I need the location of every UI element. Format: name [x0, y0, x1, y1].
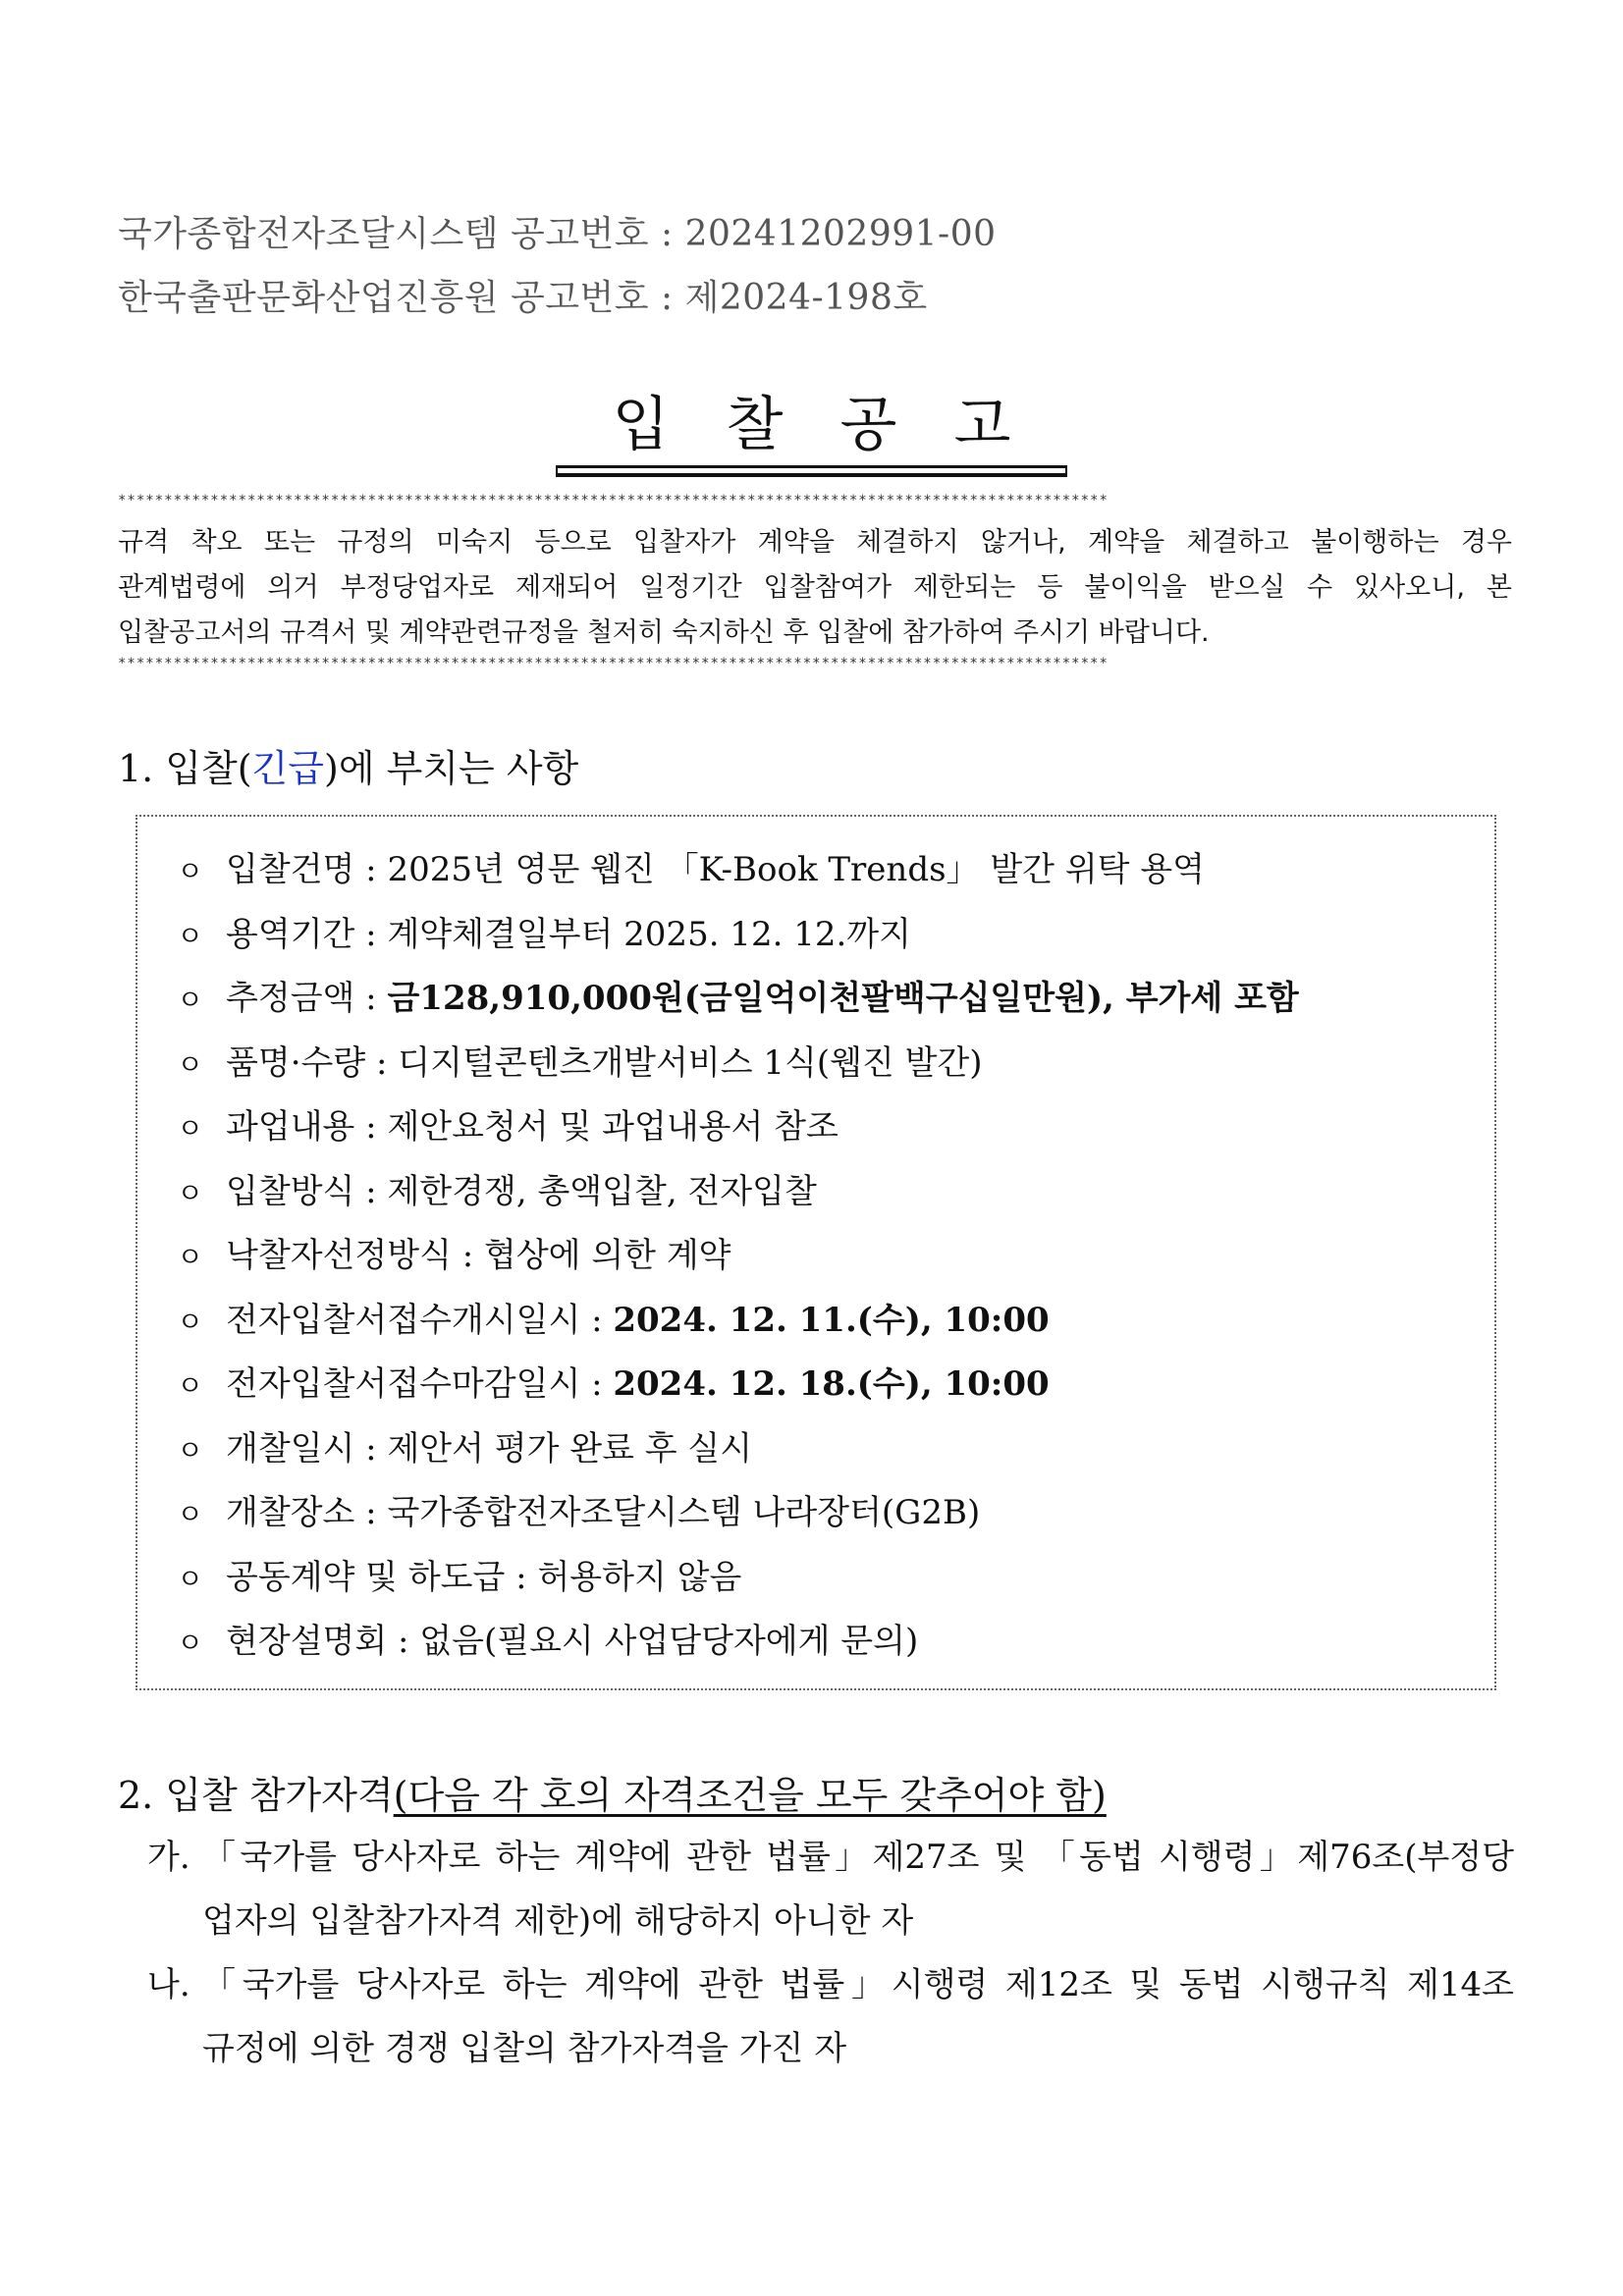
warning-notice: [118, 520, 1512, 656]
section-1-suffix: )에 부치는 사항: [324, 747, 579, 790]
bullet-icon: ㅇ: [177, 1047, 204, 1081]
bid-detail-item: [177, 1289, 1299, 1354]
bid-detail-value: 협상에 의한 계약: [483, 1236, 731, 1275]
urgent-label: 긴급: [251, 747, 324, 790]
bid-detail-item: [177, 1224, 1299, 1289]
separator-top: ***********************************************************************************************************: [118, 493, 1109, 508]
bid-detail-label: 전자입찰서접수마감일시 :: [226, 1364, 614, 1404]
section-1-heading: [118, 738, 578, 792]
warning-line-2: 관계법령에 의거 부정당업자로 제재되어 일정기간 입찰참여가 제한되는 등 불이익을 받으실 수 있사오니, 본: [118, 572, 1512, 603]
bid-detail-item: [177, 1417, 1299, 1482]
bid-detail-value: 2025년 영문 웹진 「K-Book Trends」 발간 위탁 용역: [387, 850, 1206, 889]
bullet-icon: ㅇ: [177, 1369, 204, 1402]
bid-detail-item: [177, 903, 1299, 968]
bullet-icon: ㅇ: [177, 919, 204, 952]
bid-detail-value: 제안요청서 및 과업내용서 참조: [387, 1107, 839, 1147]
qualification-marker: 나.: [147, 1965, 190, 2004]
bullet-icon: ㅇ: [177, 1176, 204, 1209]
bullet-icon: ㅇ: [177, 1433, 204, 1467]
bid-detail-label: 품명·수량 :: [226, 1042, 399, 1083]
bid-detail-item: [177, 1481, 1299, 1546]
bullet-icon: ㅇ: [177, 1112, 204, 1145]
section-1-prefix: 1. 입찰(: [118, 747, 252, 790]
bullet-icon: ㅇ: [177, 984, 204, 1016]
bid-detail-label: 입찰방식 :: [226, 1171, 388, 1211]
bid-detail-label: 공동계약 및 하도급 :: [226, 1557, 538, 1597]
bid-detail-item: [177, 1095, 1299, 1160]
bid-details-box: [135, 815, 1496, 1690]
g2b-notice-number: 국가종합전자조달시스템 공고번호 : 20241202991-00: [118, 214, 997, 254]
bid-detail-value: 디지털콘텐츠개발서비스 1식(웹진 발간): [398, 1042, 983, 1083]
section-2-condition: (다음 각 호의 자격조건을 모두 갖추어야 함): [393, 1774, 1107, 1817]
bid-detail-label: 추정금액 :: [226, 979, 388, 1018]
bid-detail-item: [177, 1160, 1299, 1225]
bid-details-list: [177, 838, 1299, 1675]
bid-detail-item: [177, 1032, 1299, 1096]
warning-line-3: 입찰공고서의 규격서 및 계약관련규정을 철저히 숙지하신 후 입찰에 참가하여 주시기 바랍니다.: [118, 617, 1210, 648]
bid-detail-item: [177, 1546, 1299, 1611]
qualification-text-line-2: 규정에 의한 경쟁 입찰의 참가자격을 가진 자: [202, 2029, 847, 2068]
bid-detail-label: 용역기간 :: [226, 914, 388, 954]
qualification-item: [147, 1953, 1514, 2081]
qualification-item: [147, 1826, 1514, 1953]
qualification-marker: 가.: [147, 1838, 190, 1877]
bid-detail-label: 개찰장소 :: [226, 1493, 388, 1532]
bid-detail-item: [177, 967, 1299, 1032]
document-title: 입찰공고: [556, 393, 1068, 468]
bid-detail-value: 2024. 12. 18.(수), 10:00: [613, 1364, 1050, 1404]
kpipa-notice-number: 한국출판문화산업진흥원 공고번호 : 제2024-198호: [118, 278, 928, 318]
bid-detail-label: 현장설명회 :: [226, 1622, 420, 1661]
bid-detail-value: 계약체결일부터 2025. 12. 12.까지: [387, 914, 911, 954]
bid-detail-item: [177, 838, 1299, 903]
bullet-icon: ㅇ: [177, 1627, 204, 1659]
bid-detail-item: [177, 1353, 1299, 1417]
bid-detail-label: 개찰일시 :: [226, 1428, 388, 1468]
bullet-icon: ㅇ: [177, 1562, 204, 1595]
bid-detail-label: 과업내용 :: [226, 1107, 388, 1147]
bid-detail-label: 입찰건명 :: [226, 850, 388, 889]
title-container: [0, 393, 1623, 468]
bullet-icon: ㅇ: [177, 1241, 204, 1273]
bullet-icon: ㅇ: [177, 855, 204, 887]
bullet-icon: ㅇ: [177, 1498, 204, 1530]
separator-bottom: ***********************************************************************************************************: [118, 656, 1109, 671]
bid-detail-value: 허용하지 않음: [537, 1557, 742, 1597]
bid-detail-value: 2024. 12. 11.(수), 10:00: [613, 1300, 1050, 1340]
bid-detail-label: 전자입찰서접수개시일시 :: [226, 1300, 614, 1340]
bid-detail-value: 제한경쟁, 총액입찰, 전자입찰: [387, 1171, 817, 1211]
warning-line-1: 규격 착오 또는 규정의 미숙지 등으로 입찰자가 계약을 체결하지 않거나, 계약을 체결하고 불이행하는 경우: [118, 527, 1512, 558]
section-2-prefix: 2. 입찰 참가자격: [118, 1774, 394, 1817]
bid-detail-value: 없음(필요시 사업담당자에게 문의): [419, 1622, 919, 1661]
bid-detail-value: 국가종합전자조달시스템 나라장터(G2B): [387, 1493, 981, 1532]
qualification-text-line-1: 「국가를 당사자로 하는 계약에 관한 법률」제27조 및 「동법 시행령」제76조(부정당: [202, 1838, 1514, 1877]
section-2-heading: [118, 1765, 1107, 1819]
bid-detail-label: 낙찰자선정방식 :: [226, 1236, 484, 1275]
bid-detail-value: 금128,910,000원(금일억이천팔백구십일만원), 부가세 포함: [387, 979, 1299, 1018]
bid-detail-value: 제안서 평가 완료 후 실시: [387, 1428, 753, 1468]
qualification-text-line-1: 「국가를 당사자로 하는 계약에 관한 법률」시행령 제12조 및 동법 시행규칙 제14조: [202, 1965, 1514, 2004]
bid-detail-item: [177, 1610, 1299, 1675]
bullet-icon: ㅇ: [177, 1305, 204, 1338]
qualification-text-line-2: 업자의 입찰참가자격 제한)에 해당하지 아니한 자: [202, 1901, 914, 1941]
